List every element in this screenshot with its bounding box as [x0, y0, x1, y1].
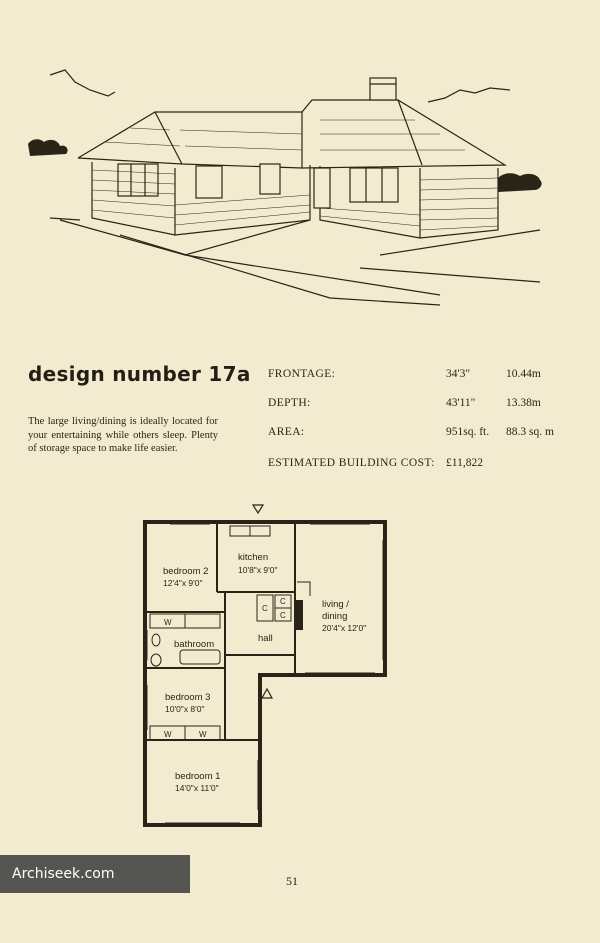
spec-label: DEPTH: — [268, 397, 311, 409]
hall-label: hall — [258, 633, 273, 644]
spec-label: AREA: — [268, 426, 305, 438]
wardrobe-marker: W — [164, 618, 172, 627]
spec-metric: 13.38m — [506, 397, 541, 409]
living-dining-dimensions: 20'4"x 12'0" — [322, 623, 367, 633]
bedroom-1-label: bedroom 1 — [175, 771, 221, 782]
watermark-banner: Archiseek.com — [0, 855, 190, 893]
spec-label: ESTIMATED BUILDING COST: — [268, 457, 435, 469]
bedroom-3-dimensions: 10'0"x 8'0" — [165, 704, 205, 714]
bedroom-3-label: bedroom 3 — [165, 692, 211, 703]
spec-metric: 10.44m — [506, 368, 541, 380]
design-title: design number 17a — [28, 362, 251, 386]
spec-label: FRONTAGE: — [268, 368, 336, 380]
spec-imperial: £11,822 — [446, 457, 483, 469]
cupboard-marker: C — [280, 611, 286, 620]
page-number: 51 — [286, 874, 298, 888]
kitchen-label: kitchen — [238, 552, 269, 563]
cupboard-marker: C — [262, 604, 268, 613]
kitchen-dimensions: 10'8"x 9'0" — [238, 565, 278, 575]
living-dining-label: living / — [322, 599, 349, 610]
spec-imperial: 43'11" — [446, 397, 476, 409]
bedroom-2-label: bedroom 2 — [163, 566, 209, 577]
bedroom-2-dimensions: 12'4"x 9'0" — [163, 578, 203, 588]
spec-imperial: 951sq. ft. — [446, 426, 490, 438]
wardrobe-marker: W — [164, 730, 172, 739]
wardrobe-marker: W — [199, 730, 207, 739]
cupboard-marker: C — [280, 597, 286, 606]
house-illustration — [20, 60, 580, 320]
spec-imperial: 34'3" — [446, 368, 471, 380]
bathroom-label: bathroom — [174, 639, 215, 650]
design-description: The large living/dining is ideally located for your entertaining while others sleep. Plenty of storage space to make life easier. — [28, 416, 218, 454]
spec-metric: 88.3 sq. m — [506, 426, 554, 438]
floor-plan — [130, 500, 400, 830]
living-dining-label-2: dining — [322, 611, 348, 622]
bedroom-1-dimensions: 14'0"x 11'0" — [175, 783, 219, 793]
